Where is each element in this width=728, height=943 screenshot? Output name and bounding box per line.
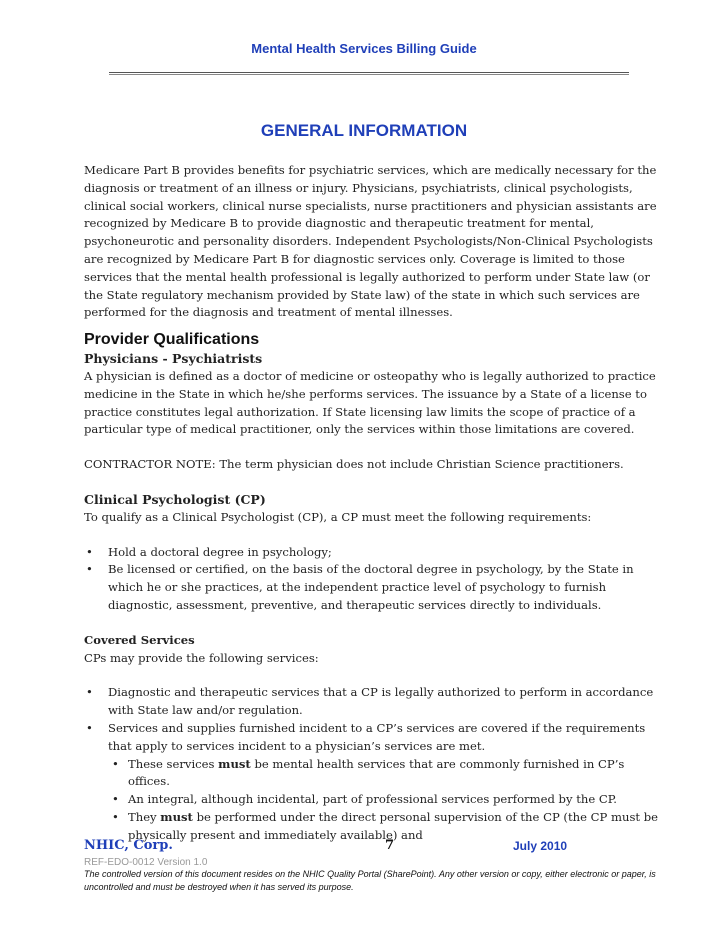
document-reference: REF-EDO-0012 Version 1.0 xyxy=(84,857,208,868)
subheading-clinical-psychologist: Clinical Psychologist (CP) xyxy=(84,491,266,507)
subheading-covered-services: Covered Services xyxy=(84,632,195,647)
intro-paragraph: Medicare Part B provides benefits for psychiatric services, which are medically necessary for the diagnosis or treatment of an illness or injury. Physicians, psychiatrists, clinical psychologists, clinical social workers, clinical nurse specialists, nurse practitioners and physician assistants are recognized by Medicare B to provide diagnostic and therapeutic treatment for mental, psychoneurotic and personality disorders. Independent Psychologists/Non-Clinical Psychologists are recognized by Medicare Part B for diagnostic services only. Coverage is limited to those services that the mental health professional is legally authorized to perform under State law (or the State regulatory mechanism provided by State law) of the state in which such services are performed for the diagnosis and treatment of mental illnesses. xyxy=(84,163,657,320)
list-item: • Be licensed or certified, on the basis of the doctoral degree in psychology, by the State in which he or she practices, at the independent practice level of psychology to furnish diagnostic, assessment, preventive, and therapeutic services directly to individuals. xyxy=(84,561,664,614)
text-fragment: be performed under the direct personal supervision of the CP (the CP must be physically present and immediately available) and xyxy=(128,809,659,842)
list-item: • Diagnostic and therapeutic services that a CP is legally authorized to perform in accordance with State law and/or regulation. xyxy=(84,684,664,720)
document-body xyxy=(84,162,664,845)
incident-to-sublist xyxy=(108,756,664,845)
page-title: GENERAL INFORMATION xyxy=(260,121,468,140)
text-fragment: be mental health services that are commonly furnished in CP’s offices. xyxy=(128,756,625,789)
list-item: • Hold a doctoral degree in psychology; xyxy=(84,544,664,562)
emphasis: must xyxy=(160,809,193,824)
footer-organization: NHIC, Corp. xyxy=(84,838,173,853)
contractor-note: CONTRACTOR NOTE: The term physician does not include Christian Science practitioners. xyxy=(84,457,624,472)
cp-intro: To qualify as a Clinical Psychologist (CP), a CP must meet the following requirements: xyxy=(84,509,592,524)
list-item-text: Services and supplies furnished incident to a CP’s services are covered if the requirements that apply to services incident to a physician’s services are met. xyxy=(108,720,646,753)
section-heading-provider-qualifications: Provider Qualifications xyxy=(84,331,260,349)
header-rule xyxy=(109,72,629,73)
control-notice: The controlled version of this document resides on the NHIC Quality Portal (SharePoint). Any other version or copy, either electronic or paper, is uncontrolled and must be destroyed when it has served its purpose. xyxy=(84,869,656,892)
covered-services-list xyxy=(84,684,664,844)
text-fragment: These services xyxy=(128,756,219,771)
text-fragment: They xyxy=(128,809,161,824)
page-number: 7 xyxy=(385,838,395,853)
subheading-physicians: Physicians - Psychiatrists xyxy=(84,351,263,367)
list-item xyxy=(108,756,664,792)
list-item: • An integral, although incidental, part of professional services performed by the CP. xyxy=(108,791,664,809)
cp-requirements-list xyxy=(84,544,664,615)
covered-intro: CPs may provide the following services: xyxy=(84,650,319,665)
physicians-paragraph: A physician is defined as a doctor of medicine or osteopathy who is legally authorized to practice medicine in the State in which he/she performs services. The issuance by a State of a license to practice constitutes legal authorization. If State licensing law limits the scope of practice of a particular type of medical practitioner, only the services within those limitations are covered. xyxy=(84,368,656,437)
footer-date: July 2010 xyxy=(513,839,568,853)
running-header-title: Mental Health Services Billing Guide xyxy=(251,41,477,56)
header-rule-lower xyxy=(109,74,629,75)
list-item xyxy=(84,720,664,845)
emphasis: must xyxy=(218,756,251,771)
